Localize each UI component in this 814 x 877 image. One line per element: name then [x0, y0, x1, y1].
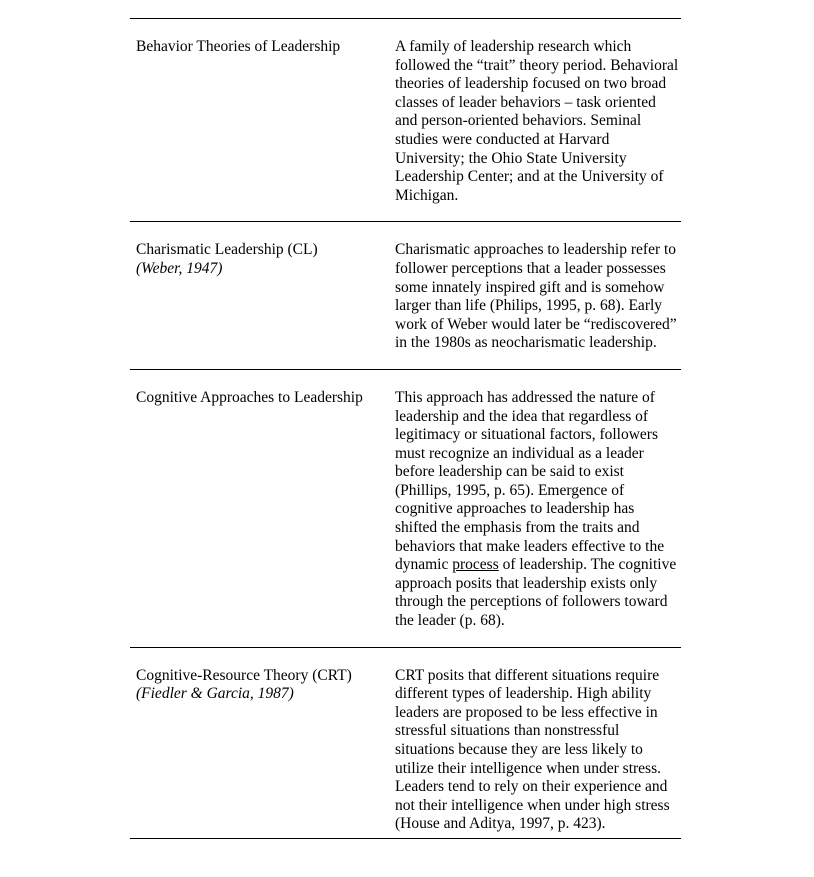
table-row: [130, 647, 681, 839]
definition-text: A family of leadership research which followed the “trait” theory period. Behavioral theories of leadership focused on two broad classes of leader behaviors – task oriented and person-oriented behaviors. Seminal studies were conducted at Harvard University; the Ohio State University Leadership Center; and at the University of Michigan.: [395, 38, 679, 204]
definition-cell: [395, 38, 680, 205]
term-citation: (Weber, 1947): [136, 259, 223, 277]
definition-text: Charismatic approaches to leadership refer to follower perceptions that a leader possesses some innately inspired gift and is somehow larger than life (Philips, 1995, p. 68). Early work of Weber would later be “rediscovered” in the 1980s as neocharismatic leadership.: [395, 241, 677, 352]
term-cell: [130, 38, 382, 57]
table-row: [130, 369, 681, 647]
definition-text: CRT posits that different situations require different types of leadership. High ability leaders are proposed to be less effective in stressful situations than nonstressful situations because they are less likely to utilize their intelligence when under stress. Leaders tend to rely on their experience and not their intelligence when under high stress (House and Aditya, 1997, p. 423).: [395, 666, 670, 833]
table-row: [130, 18, 681, 221]
definition-cell: [395, 667, 680, 834]
term-cell: [130, 241, 382, 278]
definition-cell: [395, 241, 680, 353]
term-cell: [130, 667, 382, 704]
table-row: [130, 221, 681, 369]
term-name: Charismatic Leadership (CL): [136, 241, 318, 259]
term-citation: (Fiedler & Garcia, 1987): [136, 685, 294, 703]
definition-text: This approach has addressed the nature of leadership and the idea that regardless of legitimacy or situational factors, followers must recognize an individual as a leader before leadership can be said to exist (Phillips, 1995, p. 65). Emergence of cognitive approaches to leadership has shifted the emphasis from the traits and behaviors that make leaders effective to the dynamic: [395, 388, 665, 574]
term-name: Cognitive-Resource Theory (CRT): [136, 666, 352, 684]
term-cell: [130, 389, 382, 408]
definition-text: of leadership. The cognitive approach posits that leadership exists only through the perceptions of followers toward the leader (p. 68).: [395, 556, 677, 630]
definition-cell: [395, 389, 680, 631]
term-name: Behavior Theories of Leadership: [136, 38, 341, 55]
underlined-word: process: [452, 556, 499, 574]
glossary-table: [130, 18, 681, 839]
term-name: Cognitive Approaches to Leadership: [136, 388, 363, 406]
